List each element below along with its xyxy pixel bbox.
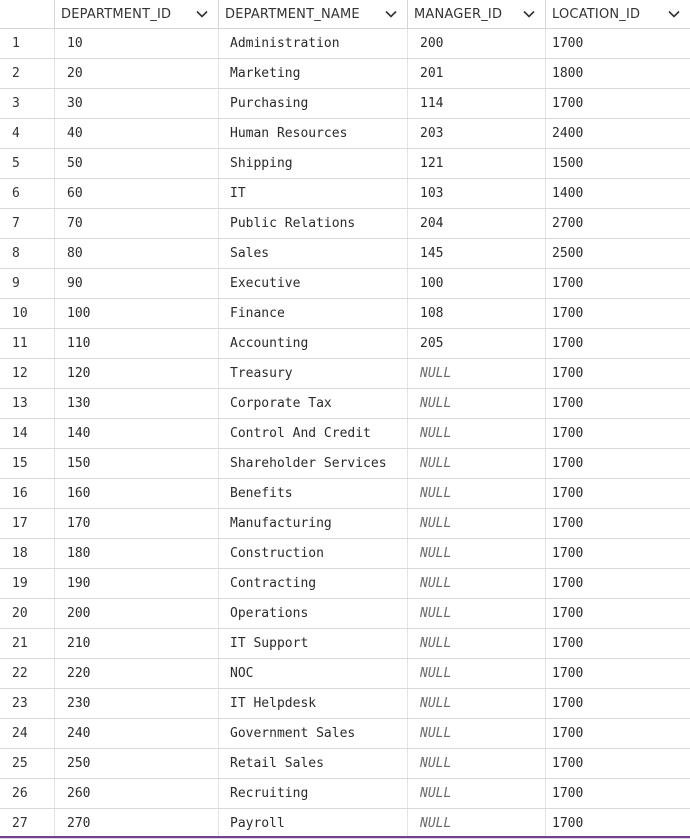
table-row[interactable] xyxy=(0,89,690,119)
manager-id-cell[interactable]: 145 xyxy=(408,239,546,268)
department-name-cell[interactable]: Purchasing xyxy=(219,89,408,118)
location-id-cell[interactable]: 1700 xyxy=(552,636,584,651)
department-id-cell[interactable]: 250 xyxy=(55,749,219,778)
row-number-cell[interactable]: 6 xyxy=(0,179,55,208)
department-name-cell[interactable]: Manufacturing xyxy=(219,509,408,538)
location-id-cell[interactable]: 1800 xyxy=(552,66,584,81)
grid-body xyxy=(0,29,690,839)
table-row[interactable] xyxy=(0,239,690,269)
department-name-cell[interactable]: Public Relations xyxy=(219,209,408,238)
department-id-cell[interactable]: 240 xyxy=(55,719,219,748)
table-row[interactable] xyxy=(0,149,690,179)
department-id-cell[interactable]: 220 xyxy=(55,659,219,688)
department-id-cell[interactable]: 230 xyxy=(55,689,219,718)
department-id-cell[interactable]: 160 xyxy=(55,479,219,508)
department-name-cell[interactable]: Operations xyxy=(219,599,408,628)
row-number-cell[interactable]: 20 xyxy=(0,599,55,628)
department-name-cell[interactable]: Benefits xyxy=(219,479,408,508)
manager-id-cell[interactable]: NULL xyxy=(408,389,546,418)
row-number-cell[interactable]: 1 xyxy=(0,29,55,58)
department-id-cell[interactable]: 30 xyxy=(55,89,219,118)
location-id-cell[interactable]: 1700 xyxy=(552,606,584,621)
department-id-cell[interactable]: 110 xyxy=(55,329,219,358)
table-row[interactable] xyxy=(0,29,690,59)
row-number-cell[interactable]: 21 xyxy=(0,629,55,658)
column-header-label: DEPARTMENT_ID xyxy=(61,6,172,22)
department-name-cell[interactable]: Recruiting xyxy=(219,779,408,808)
location-id-cell[interactable]: 1700 xyxy=(552,576,584,591)
department-name-cell[interactable]: Marketing xyxy=(219,59,408,88)
column-header-location-id[interactable] xyxy=(546,0,690,28)
table-row[interactable] xyxy=(0,809,690,839)
column-header-label: DEPARTMENT_NAME xyxy=(225,6,360,22)
location-id-cell[interactable]: 1700 xyxy=(552,306,584,321)
row-number-cell[interactable]: 10 xyxy=(0,299,55,328)
department-name-cell[interactable]: Construction xyxy=(219,539,408,568)
manager-id-cell[interactable]: 205 xyxy=(408,329,546,358)
manager-id-cell[interactable]: NULL xyxy=(408,419,546,448)
manager-id-cell[interactable]: NULL xyxy=(408,749,546,778)
table-row[interactable] xyxy=(0,779,690,809)
department-name-cell[interactable]: IT Helpdesk xyxy=(219,689,408,718)
department-id-cell[interactable]: 130 xyxy=(55,389,219,418)
department-name-cell[interactable]: Administration xyxy=(219,29,408,58)
table-row[interactable] xyxy=(0,359,690,389)
department-name-cell[interactable]: Human Resources xyxy=(219,119,408,148)
table-row[interactable] xyxy=(0,599,690,629)
manager-id-cell[interactable]: 121 xyxy=(408,149,546,178)
table-row[interactable] xyxy=(0,449,690,479)
department-id-cell[interactable]: 210 xyxy=(55,629,219,658)
department-id-cell[interactable]: 90 xyxy=(55,269,219,298)
table-row[interactable] xyxy=(0,329,690,359)
chevron-down-icon[interactable] xyxy=(190,0,214,28)
chevron-down-icon[interactable] xyxy=(662,0,686,28)
department-id-cell[interactable]: 40 xyxy=(55,119,219,148)
department-id-cell[interactable]: 270 xyxy=(55,809,219,838)
row-number-cell[interactable]: 15 xyxy=(0,449,55,478)
location-id-cell[interactable]: 1700 xyxy=(552,786,584,801)
manager-id-cell[interactable]: NULL xyxy=(408,689,546,718)
column-header-label: LOCATION_ID xyxy=(552,6,641,22)
manager-id-cell[interactable]: NULL xyxy=(408,569,546,598)
chevron-down-icon[interactable] xyxy=(379,0,403,28)
location-id-cell[interactable]: 1700 xyxy=(552,36,584,51)
row-number-cell[interactable]: 18 xyxy=(0,539,55,568)
table-row[interactable] xyxy=(0,419,690,449)
table-row[interactable] xyxy=(0,539,690,569)
table-row[interactable] xyxy=(0,659,690,689)
manager-id-cell[interactable]: NULL xyxy=(408,659,546,688)
department-id-cell[interactable]: 140 xyxy=(55,419,219,448)
manager-id-cell[interactable]: NULL xyxy=(408,479,546,508)
row-number-cell[interactable]: 3 xyxy=(0,89,55,118)
row-number-cell[interactable]: 5 xyxy=(0,149,55,178)
department-id-cell[interactable]: 60 xyxy=(55,179,219,208)
table-row[interactable] xyxy=(0,209,690,239)
department-name-cell[interactable]: Shipping xyxy=(219,149,408,178)
manager-id-cell[interactable]: 204 xyxy=(408,209,546,238)
department-name-cell[interactable]: IT xyxy=(219,179,408,208)
department-id-cell[interactable]: 80 xyxy=(55,239,219,268)
location-id-cell[interactable]: 1500 xyxy=(552,156,584,171)
department-id-cell[interactable]: 20 xyxy=(55,59,219,88)
row-number-cell[interactable]: 23 xyxy=(0,689,55,718)
location-id-cell[interactable]: 1700 xyxy=(552,426,584,441)
department-id-cell[interactable]: 170 xyxy=(55,509,219,538)
location-id-cell[interactable]: 2700 xyxy=(552,216,584,231)
table-row[interactable] xyxy=(0,479,690,509)
location-id-cell[interactable]: 1700 xyxy=(552,96,584,111)
location-id-cell[interactable]: 1700 xyxy=(552,546,584,561)
manager-id-cell[interactable]: NULL xyxy=(408,719,546,748)
manager-id-cell[interactable]: NULL xyxy=(408,629,546,658)
location-id-cell[interactable]: 2500 xyxy=(552,246,584,261)
row-number-cell[interactable]: 19 xyxy=(0,569,55,598)
location-id-cell[interactable]: 1700 xyxy=(552,456,584,471)
row-number-cell[interactable]: 16 xyxy=(0,479,55,508)
location-id-cell[interactable]: 1700 xyxy=(552,516,584,531)
row-number-cell[interactable]: 14 xyxy=(0,419,55,448)
location-id-cell[interactable]: 1700 xyxy=(552,726,584,741)
department-id-cell[interactable]: 200 xyxy=(55,599,219,628)
manager-id-cell[interactable]: 108 xyxy=(408,299,546,328)
department-name-cell[interactable]: Corporate Tax xyxy=(219,389,408,418)
row-number-cell[interactable]: 2 xyxy=(0,59,55,88)
manager-id-cell[interactable]: NULL xyxy=(408,599,546,628)
manager-id-cell[interactable]: 103 xyxy=(408,179,546,208)
department-name-cell[interactable]: Government Sales xyxy=(219,719,408,748)
department-name-cell[interactable]: Finance xyxy=(219,299,408,328)
chevron-down-icon[interactable] xyxy=(517,0,541,28)
department-id-cell[interactable]: 120 xyxy=(55,359,219,388)
table-row[interactable] xyxy=(0,629,690,659)
row-number-cell[interactable]: 27 xyxy=(0,809,55,838)
grid-header xyxy=(0,0,690,29)
manager-id-cell[interactable]: NULL xyxy=(408,809,546,838)
location-id-cell[interactable]: 1700 xyxy=(552,486,584,501)
column-header-label: MANAGER_ID xyxy=(414,6,503,22)
row-number-cell[interactable]: 11 xyxy=(0,329,55,358)
department-name-cell[interactable]: Contracting xyxy=(219,569,408,598)
table-row[interactable] xyxy=(0,59,690,89)
row-number-cell[interactable]: 25 xyxy=(0,749,55,778)
department-id-cell[interactable]: 150 xyxy=(55,449,219,478)
table-row[interactable] xyxy=(0,569,690,599)
table-row[interactable] xyxy=(0,749,690,779)
row-number-cell[interactable]: 17 xyxy=(0,509,55,538)
location-id-cell[interactable]: 1700 xyxy=(552,336,584,351)
location-id-cell[interactable]: 1700 xyxy=(552,696,584,711)
manager-id-cell[interactable]: NULL xyxy=(408,359,546,388)
table-row[interactable] xyxy=(0,689,690,719)
department-name-cell[interactable]: Retail Sales xyxy=(219,749,408,778)
department-name-cell[interactable]: Control And Credit xyxy=(219,419,408,448)
location-id-cell[interactable]: 1700 xyxy=(552,756,584,771)
department-name-cell[interactable]: Accounting xyxy=(219,329,408,358)
row-number-header xyxy=(0,0,55,28)
table-row[interactable] xyxy=(0,179,690,209)
location-id-cell[interactable]: 1700 xyxy=(552,366,584,381)
table-row[interactable] xyxy=(0,269,690,299)
manager-id-cell[interactable]: 114 xyxy=(408,89,546,118)
location-id-cell[interactable]: 1700 xyxy=(552,816,584,831)
table-row[interactable] xyxy=(0,509,690,539)
row-number-cell[interactable]: 22 xyxy=(0,659,55,688)
row-number-cell[interactable]: 4 xyxy=(0,119,55,148)
row-number-cell[interactable]: 13 xyxy=(0,389,55,418)
manager-id-cell[interactable]: NULL xyxy=(408,539,546,568)
location-id-cell[interactable]: 1700 xyxy=(552,276,584,291)
manager-id-cell[interactable]: NULL xyxy=(408,449,546,478)
column-header-department-name[interactable] xyxy=(219,0,408,28)
department-name-cell[interactable]: IT Support xyxy=(219,629,408,658)
department-id-cell[interactable]: 10 xyxy=(55,29,219,58)
row-number-cell[interactable]: 8 xyxy=(0,239,55,268)
manager-id-cell[interactable]: 100 xyxy=(408,269,546,298)
row-number-cell[interactable]: 12 xyxy=(0,359,55,388)
department-id-cell[interactable]: 190 xyxy=(55,569,219,598)
department-name-cell[interactable]: Treasury xyxy=(219,359,408,388)
manager-id-cell[interactable]: 203 xyxy=(408,119,546,148)
department-name-cell[interactable]: NOC xyxy=(219,659,408,688)
department-name-cell[interactable]: Shareholder Services xyxy=(219,449,408,478)
department-name-cell[interactable]: Executive xyxy=(219,269,408,298)
manager-id-cell[interactable]: 201 xyxy=(408,59,546,88)
row-number-cell[interactable]: 9 xyxy=(0,269,55,298)
table-row[interactable] xyxy=(0,389,690,419)
location-id-cell[interactable]: 1700 xyxy=(552,396,584,411)
row-number-cell[interactable]: 24 xyxy=(0,719,55,748)
column-header-department-id[interactable] xyxy=(55,0,219,28)
department-id-cell[interactable]: 70 xyxy=(55,209,219,238)
column-header-manager-id[interactable] xyxy=(408,0,546,28)
row-number-cell[interactable]: 7 xyxy=(0,209,55,238)
department-name-cell[interactable]: Payroll xyxy=(219,809,408,838)
location-id-cell[interactable]: 2400 xyxy=(552,126,584,141)
location-id-cell[interactable]: 1400 xyxy=(552,186,584,201)
department-id-cell[interactable]: 100 xyxy=(55,299,219,328)
table-row[interactable] xyxy=(0,119,690,149)
manager-id-cell[interactable]: NULL xyxy=(408,779,546,808)
manager-id-cell[interactable]: NULL xyxy=(408,509,546,538)
table-row[interactable] xyxy=(0,719,690,749)
manager-id-cell[interactable]: 200 xyxy=(408,29,546,58)
row-number-cell[interactable]: 26 xyxy=(0,779,55,808)
department-id-cell[interactable]: 50 xyxy=(55,149,219,178)
table-row[interactable] xyxy=(0,299,690,329)
department-id-cell[interactable]: 180 xyxy=(55,539,219,568)
department-id-cell[interactable]: 260 xyxy=(55,779,219,808)
location-id-cell[interactable]: 1700 xyxy=(552,666,584,681)
department-name-cell[interactable]: Sales xyxy=(219,239,408,268)
